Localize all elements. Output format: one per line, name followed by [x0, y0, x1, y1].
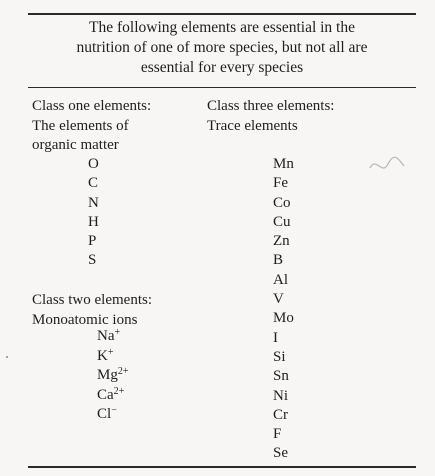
list-item: F — [273, 426, 282, 443]
list-item: Mo — [273, 310, 294, 327]
ion-charge: 2+ — [113, 385, 125, 397]
bottom-rule — [28, 466, 416, 468]
class-two-title: Class two elements: — [32, 292, 152, 308]
list-item: I — [273, 329, 278, 346]
list-item — [97, 347, 128, 367]
ion-symbol: Mg — [97, 367, 118, 383]
ion-charge: + — [107, 346, 114, 358]
list-item: Cu — [273, 213, 291, 230]
header-rule — [28, 87, 416, 88]
list-item: Se — [273, 445, 288, 462]
class-three-title: Class three elements: — [207, 98, 335, 114]
class-three-subtitle: Trace elements — [207, 117, 298, 134]
list-item: Al — [273, 271, 288, 288]
list-item: O — [88, 156, 99, 172]
class-one-list — [88, 155, 99, 271]
list-item: V — [273, 291, 284, 308]
list-item — [97, 366, 128, 386]
class-one-subtitle-1: The elements of — [32, 117, 129, 134]
pencil-mark-icon — [368, 150, 406, 178]
ion-charge: 2+ — [117, 366, 129, 377]
ion-charge: + — [114, 327, 121, 338]
ion-symbol: Cl — [97, 406, 112, 422]
class-three-list — [273, 155, 294, 464]
list-item: S — [88, 252, 97, 269]
top-rule — [28, 13, 416, 15]
list-item: Co — [273, 194, 291, 211]
table-header — [28, 18, 416, 78]
header-line-1: The following elements are essential in the — [89, 19, 355, 36]
list-item: P — [88, 233, 97, 250]
ion-symbol: Ca — [97, 386, 114, 403]
class-one-title: Class one elements: — [32, 98, 152, 114]
list-item — [97, 327, 128, 347]
ion-charge: − — [111, 405, 117, 416]
list-item: Zn — [273, 233, 290, 250]
class-two-subtitle: Monoatomic ions — [32, 311, 138, 328]
scan-speck — [6, 356, 8, 358]
class-two-heading — [32, 291, 212, 330]
ion-symbol: Na — [97, 328, 115, 344]
list-item — [97, 386, 128, 406]
list-item: Mn — [273, 156, 294, 172]
class-two-list — [97, 327, 128, 425]
list-item: Sn — [273, 368, 289, 385]
class-three-heading — [207, 97, 407, 136]
ion-symbol: K — [97, 347, 108, 364]
list-item: Si — [273, 348, 286, 365]
list-item: C — [88, 175, 99, 192]
list-item: Ni — [273, 387, 288, 404]
list-item: Cr — [273, 406, 288, 423]
list-item: N — [88, 194, 99, 211]
class-one-subtitle-2: organic matter — [32, 137, 119, 153]
list-item: Fe — [273, 175, 288, 192]
list-item — [97, 405, 128, 425]
header-line-2: nutrition of one of more species, but not all are — [76, 39, 368, 56]
list-item: B — [273, 252, 284, 269]
list-item: H — [88, 213, 99, 230]
class-one-heading — [32, 97, 212, 156]
header-line-3: essential for every species — [140, 59, 304, 76]
